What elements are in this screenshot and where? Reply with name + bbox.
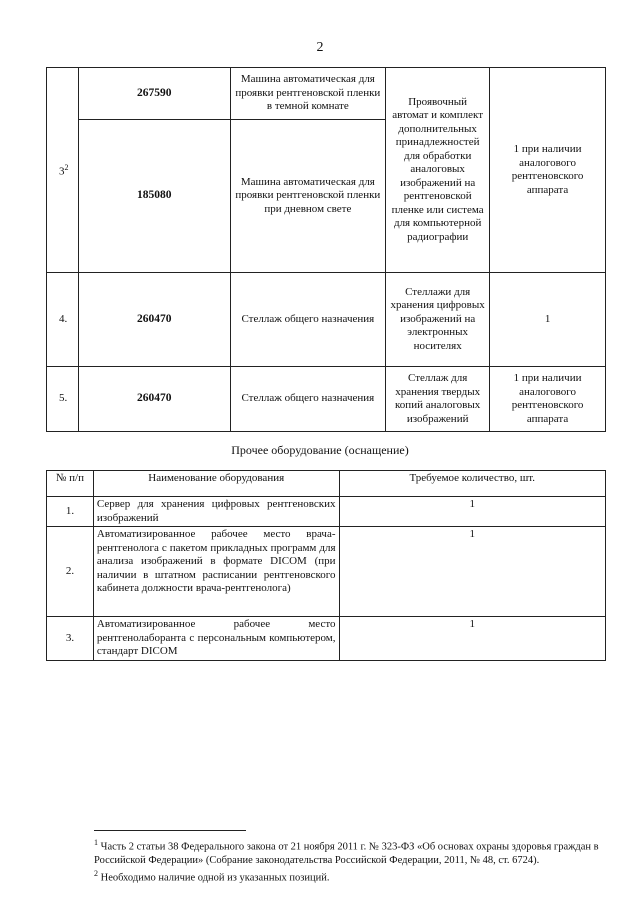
required-quantity: 1 (339, 617, 605, 661)
footnote: $^2$ Необходимо наличие одной из указанных позиций. (94, 868, 330, 883)
table-header-row (47, 471, 606, 497)
equipment-description: Стеллажи для хранения цифровых изображений на электронных носителях (386, 273, 490, 367)
row-number: 3. (47, 617, 94, 661)
row-number: 1. (47, 497, 94, 527)
header-quantity: Требуемое количество, шт. (339, 471, 605, 497)
required-quantity: 1 (339, 527, 605, 617)
equipment-code: 185080 (78, 120, 230, 273)
equipment-name: Автоматизированное рабочее место рентгенолаборанта с персональным компьютером, стандарт DICOM (93, 617, 339, 661)
table-row (47, 617, 606, 661)
header-name: Наименование оборудования (93, 471, 339, 497)
table-row (47, 367, 606, 432)
table-row (47, 497, 606, 527)
table-row (47, 68, 606, 120)
other-equipment-table (46, 470, 606, 661)
equipment-description: Стеллаж для хранения твердых копий аналоговых изображений (386, 367, 490, 432)
row-number: 2. (47, 527, 94, 617)
page-number: 2 (316, 40, 324, 55)
equipment-name: Стеллаж общего назначения (230, 273, 386, 367)
equipment-code: 260470 (78, 273, 230, 367)
equipment-name: Сервер для хранения цифровых рентгеновских изображений (93, 497, 339, 527)
equipment-name: Автоматизированное рабочее место врача-рентгенолога с пакетом прикладных программ для анализа изображений в формате DICOM (при наличии в штатном расписании рентгеновского кабинета должности врача-рентгенолога) (93, 527, 339, 617)
header-number: № п/п (47, 471, 94, 497)
footnote-separator (94, 830, 246, 831)
equipment-table-continued (46, 67, 606, 432)
required-quantity: 1 (490, 273, 606, 367)
equipment-name: Машина автоматическая для проявки рентгеновской пленки в темной комнате (230, 68, 386, 120)
equipment-name: Стеллаж общего назначения (230, 367, 386, 432)
equipment-code: 260470 (78, 367, 230, 432)
required-quantity: 1 при наличии аналогового рентгеновского аппарата (490, 68, 606, 273)
row-number: 5. (47, 367, 79, 432)
row-number: $3^2$ (47, 68, 79, 273)
table-row (47, 527, 606, 617)
required-quantity: 1 (339, 497, 605, 527)
table-row (47, 273, 606, 367)
footnote: $^1$ Часть 2 статьи 38 Федерального закона от 21 ноября 2011 г. № 323-ФЗ «Об основах охраны здоровья граждан в Российской Федерации» (Собрание законодательства Российской Федерации, 2011, № 48, ст. 6724). (94, 838, 599, 866)
footnotes (94, 836, 614, 884)
equipment-code: 267590 (78, 68, 230, 120)
required-quantity: 1 при наличии аналогового рентгеновского аппарата (490, 367, 606, 432)
equipment-name: Машина автоматическая для проявки рентгеновской пленки при дневном свете (230, 120, 386, 273)
equipment-description: Проявочный автомат и комплект дополнительных принадлежностей для обработки аналоговых изображений на рентгеновской пленке или система для компьютерной радиографии (386, 68, 490, 273)
section-title: Прочее оборудование (оснащение) (231, 443, 409, 457)
row-number: 4. (47, 273, 79, 367)
